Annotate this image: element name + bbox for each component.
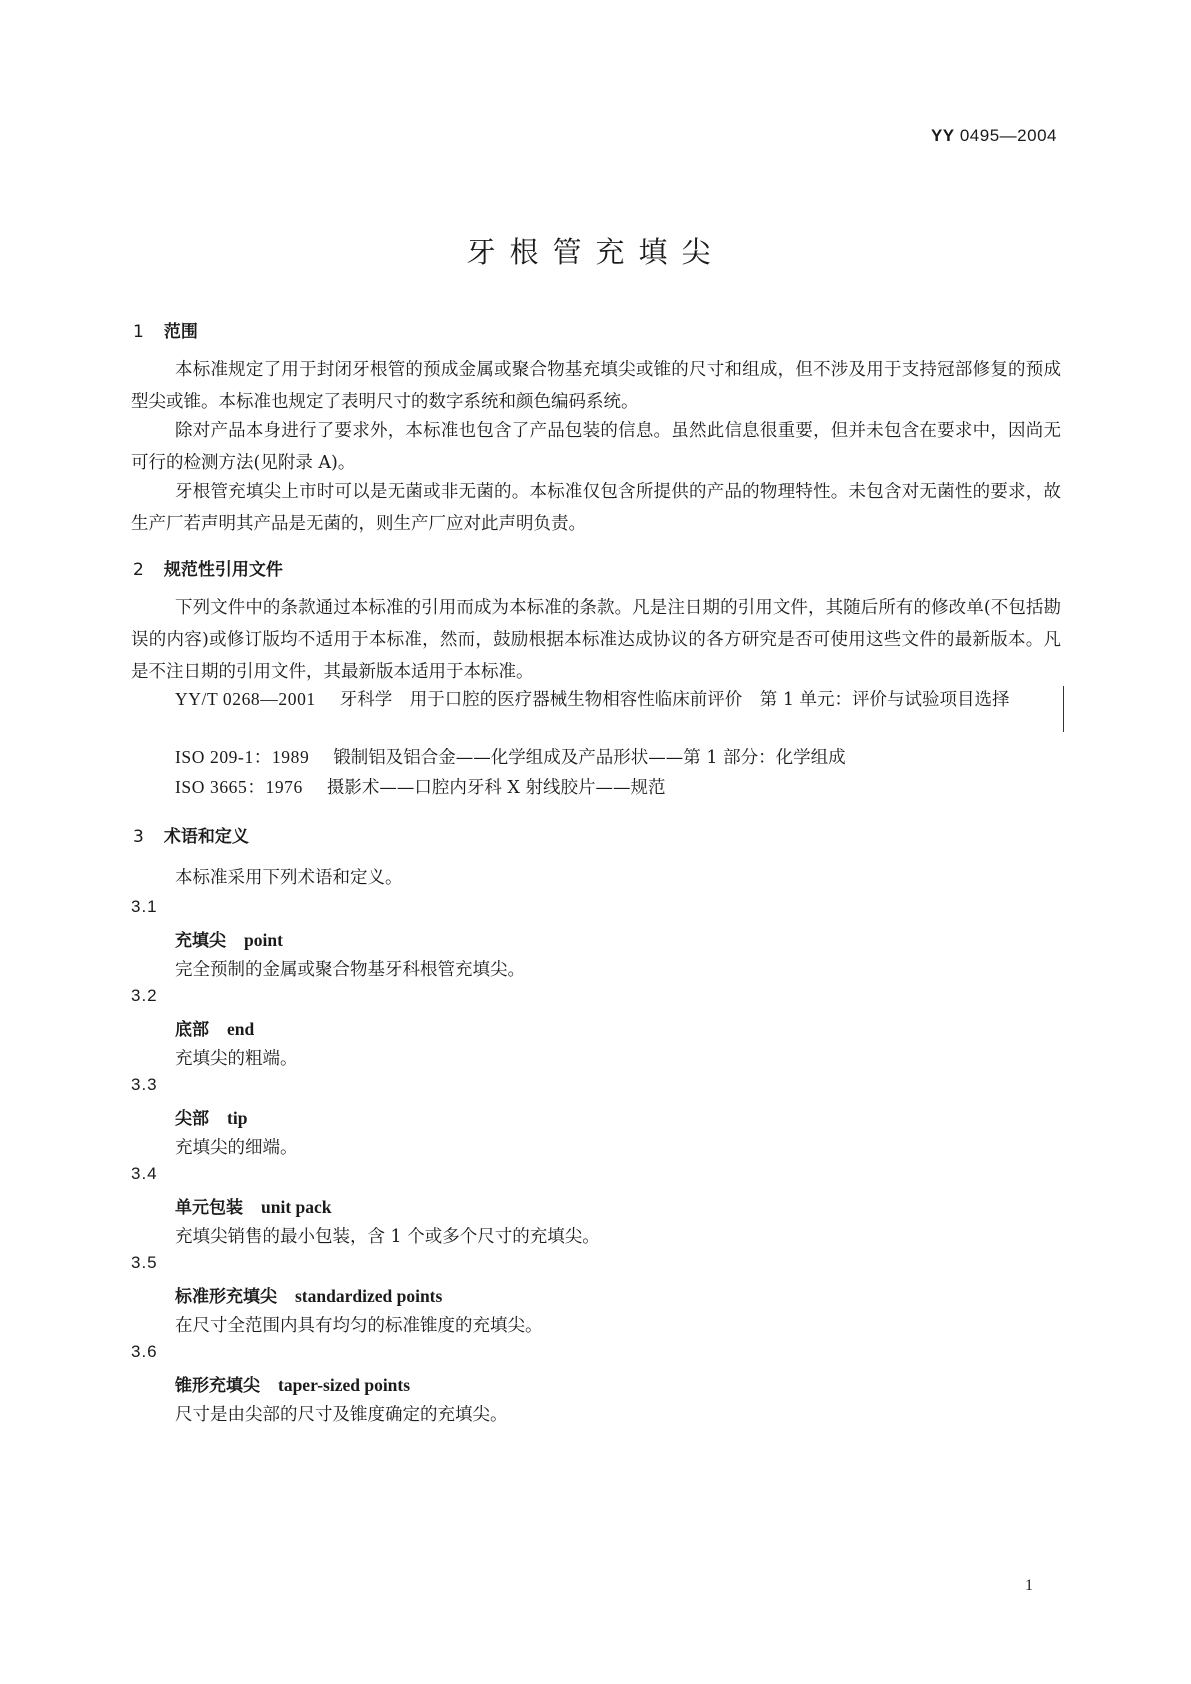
term-definition: 完全预制的金属或聚合物基牙科根管充填尖。 <box>175 960 525 980</box>
reference-item-1 <box>131 683 1046 716</box>
term-definition: 在尺寸全范围内具有均匀的标准锥度的充填尖。 <box>175 1316 543 1336</box>
term-chinese: 单元包装 <box>175 1198 243 1218</box>
section-3-heading <box>133 822 249 847</box>
reference-item-3 <box>131 771 1061 804</box>
term-number: 3.5 <box>131 1253 158 1272</box>
reference-title: 摄影术——口腔内牙科 X 射线胶片——规范 <box>326 778 666 798</box>
term-english: unit pack <box>261 1197 332 1217</box>
standard-code: 0495—2004 <box>954 126 1057 145</box>
term-number: 3.1 <box>131 897 158 916</box>
term-chinese: 尖部 <box>175 1109 209 1129</box>
change-bar <box>1063 686 1064 732</box>
section-number: 2 <box>133 560 144 580</box>
page-number: 1 <box>1025 1577 1033 1594</box>
term-chinese: 锥形充填尖 <box>175 1376 260 1396</box>
scope-paragraph-3: 牙根管充填尖上市时可以是无菌或非无菌的。本标准仅包含所提供的产品的物理特性。未包含对无菌性的要求，故生产厂若声明其产品是无菌的，则生产厂应对此声明负责。 <box>131 482 1061 534</box>
section-1-heading <box>133 317 198 342</box>
section-title: 规范性引用文件 <box>163 560 283 580</box>
standard-number <box>931 126 1057 146</box>
terms-intro: 本标准采用下列术语和定义。 <box>175 868 403 888</box>
section-title: 术语和定义 <box>163 827 249 847</box>
term-english: taper-sized points <box>278 1375 411 1395</box>
term-name <box>175 1104 247 1129</box>
term-definition: 尺寸是由尖部的尺寸及锥度确定的充填尖。 <box>175 1405 508 1425</box>
scope-paragraph-2: 除对产品本身进行了要求外，本标准也包含了产品包装的信息。虽然此信息很重要，但并未包含在要求中，因尚无可行的检测方法(见附录 A)。 <box>131 421 1061 473</box>
reference-code: ISO 3665：1976 <box>175 777 303 797</box>
term-english: standardized points <box>295 1286 443 1306</box>
section-number: 1 <box>133 322 144 342</box>
section-2-heading <box>133 555 283 580</box>
standard-prefix: YY <box>930 126 955 145</box>
section-title: 范围 <box>163 322 198 342</box>
term-english: point <box>244 930 283 950</box>
term-chinese: 标准形充填尖 <box>175 1287 277 1307</box>
reference-title: 锻制铝及铝合金——化学组成及产品形状——第 1 部分：化学组成 <box>333 748 846 768</box>
term-name <box>175 1015 254 1040</box>
document-title: 牙根管充填尖 <box>466 235 725 269</box>
term-name <box>175 1282 442 1307</box>
section-number: 3 <box>133 827 144 847</box>
term-number: 3.6 <box>131 1342 158 1361</box>
reference-title: 牙科学 用于口腔的医疗器械生物相容性临床前评价 第 1 单元：评价与试验项目选择 <box>339 690 1010 710</box>
term-definition: 充填尖的粗端。 <box>175 1049 298 1069</box>
term-number: 3.2 <box>131 986 158 1005</box>
term-name <box>175 926 283 951</box>
term-definition: 充填尖销售的最小包装，含 1 个或多个尺寸的充填尖。 <box>175 1227 600 1247</box>
reference-code: YY/T 0268—2001 <box>175 689 316 709</box>
reference-code: ISO 209-1：1989 <box>175 747 310 767</box>
term-name <box>175 1371 410 1396</box>
term-definition: 充填尖的细端。 <box>175 1138 298 1158</box>
scope-paragraph-1: 本标准规定了用于封闭牙根管的预成金属或聚合物基充填尖或锥的尺寸和组成，但不涉及用于支持冠部修复的预成型尖或锥。本标准也规定了表明尺寸的数字系统和颜色编码系统。 <box>131 360 1061 412</box>
term-number: 3.3 <box>131 1075 158 1094</box>
term-name <box>175 1193 332 1218</box>
normative-references-intro: 下列文件中的条款通过本标准的引用而成为本标准的条款。凡是注日期的引用文件，其随后所有的修改单(不包括勘误的内容)或修订版均不适用于本标准，然而，鼓励根据本标准达成协议的各方研究是否可使用这些文件的最新版本。凡是不注日期的引用文件，其最新版本适用于本标准。 <box>131 598 1061 682</box>
term-chinese: 充填尖 <box>175 931 226 951</box>
term-english: tip <box>227 1108 248 1128</box>
term-chinese: 底部 <box>175 1020 209 1040</box>
reference-item-2 <box>131 741 1061 774</box>
term-number: 3.4 <box>131 1164 158 1183</box>
term-english: end <box>227 1019 255 1039</box>
